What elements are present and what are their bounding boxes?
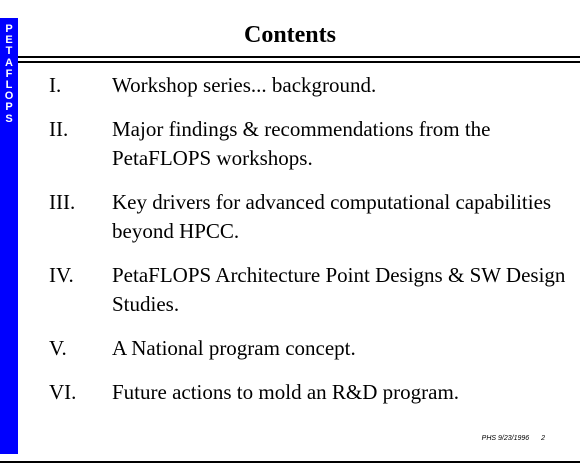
sidebar-banner bbox=[0, 18, 18, 454]
item-text: Major findings & recommendations from the PetaFLOPS workshops. bbox=[112, 117, 491, 170]
item-number: I. bbox=[49, 73, 62, 97]
item-number: VI. bbox=[49, 380, 77, 404]
footer-page-number: 2 bbox=[541, 435, 545, 442]
sidebar-letter: E bbox=[5, 34, 13, 47]
item-text: A National program concept. bbox=[112, 336, 356, 360]
item-text: Future actions to mold an R&D program. bbox=[112, 380, 460, 404]
item-number: V. bbox=[49, 336, 67, 360]
item-number: II. bbox=[49, 117, 69, 141]
sidebar-letter: A bbox=[5, 56, 13, 69]
footer-author-date: PHS 9/23/1996 bbox=[481, 435, 530, 442]
contents-item bbox=[49, 378, 570, 407]
sidebar-letter: L bbox=[5, 79, 13, 92]
slide-footer bbox=[482, 435, 545, 442]
item-text: PetaFLOPS Architecture Point Designs & SW Design Studies. bbox=[112, 263, 566, 316]
sidebar-letter: P bbox=[5, 23, 13, 35]
sidebar-letter: O bbox=[4, 90, 14, 103]
bottom-border bbox=[0, 461, 580, 463]
contents-item bbox=[49, 261, 570, 319]
sidebar-letter: P bbox=[5, 101, 13, 114]
contents-item bbox=[49, 71, 570, 100]
title-divider-lower bbox=[18, 61, 580, 63]
item-number: III. bbox=[49, 190, 76, 214]
item-number: IV. bbox=[49, 263, 74, 287]
item-text: Key drivers for advanced computational capabilities beyond HPCC. bbox=[112, 190, 552, 243]
sidebar-letter: S bbox=[5, 112, 13, 125]
item-text: Workshop series... background. bbox=[112, 73, 377, 97]
contents-item bbox=[49, 188, 570, 246]
contents-item bbox=[49, 115, 570, 173]
contents-list bbox=[49, 71, 570, 422]
slide-title: Contents bbox=[243, 22, 336, 48]
contents-item bbox=[49, 334, 570, 363]
sidebar-letter: F bbox=[5, 67, 13, 80]
title-divider-upper bbox=[18, 56, 580, 58]
sidebar-letter: T bbox=[5, 45, 13, 58]
